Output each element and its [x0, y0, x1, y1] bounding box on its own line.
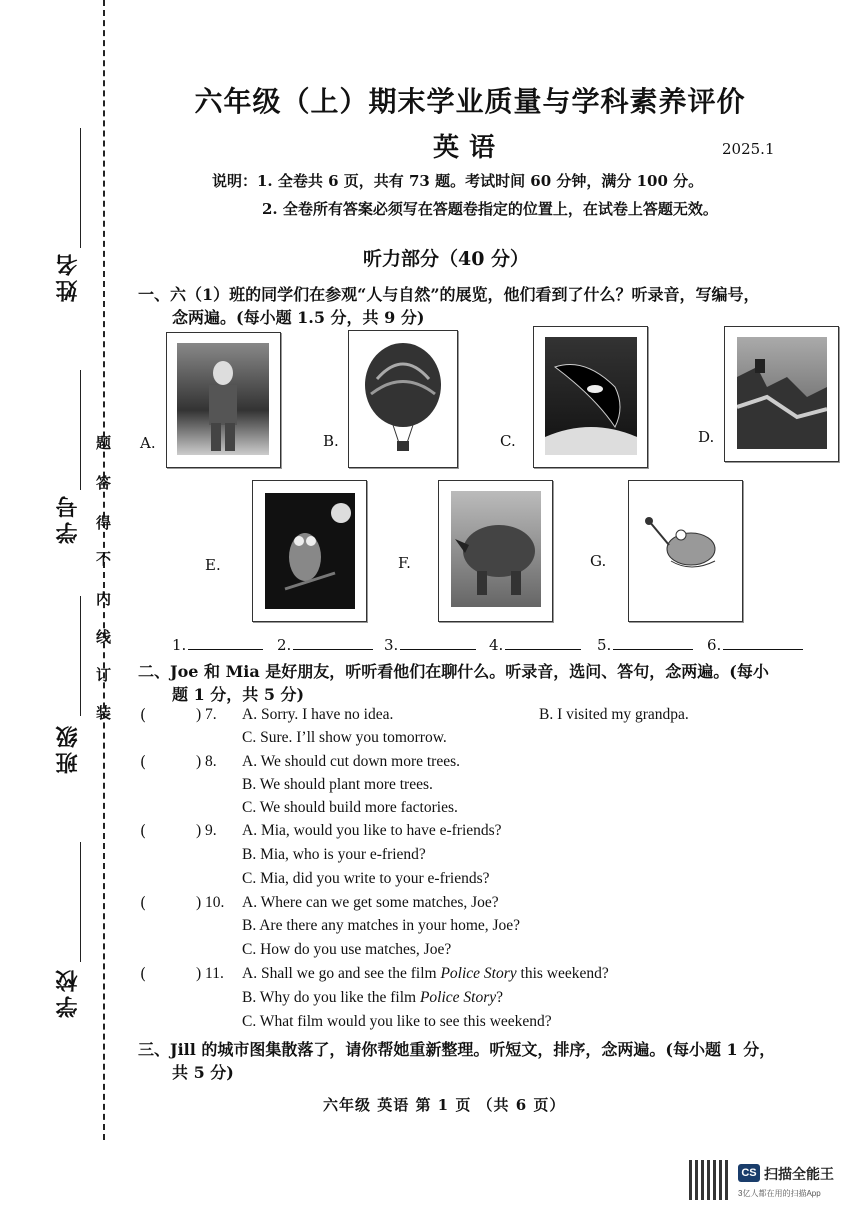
part1-instruction: 一、六（1）班的同学们在参观“人与自然”的展览，他们看到了什么？听录音，写编号， 念两遍。(每小题 1.5 分，共 9 分) — [138, 285, 760, 327]
picture-g — [628, 480, 743, 622]
binding-char: 订 — [96, 666, 112, 684]
option-9b: B. Mia, who is your e-friend? — [242, 846, 426, 863]
option-9a: A. Mia, would you like to have e-friends? — [242, 822, 502, 839]
picture-label-a: A. — [140, 434, 156, 452]
answer-blank-1[interactable]: 1. — [172, 636, 263, 654]
binding-char: 不 — [96, 550, 112, 568]
school-write-line — [80, 842, 81, 962]
picture-f — [438, 480, 553, 622]
frog-photo-icon — [641, 491, 731, 607]
picture-d — [724, 326, 839, 462]
part3-instruction: 三、Jill 的城市图集散落了，请你帮她重新整理。听短文，排序，念两遍。(每小题 1 分， 共 5 分) — [138, 1040, 776, 1082]
option-10b: B. Are there any matches in your home, Joe? — [242, 917, 521, 934]
question-number-11: ) 11. — [196, 965, 224, 982]
binding-char: 得 — [96, 514, 112, 532]
binding-char: 答 — [96, 474, 112, 492]
exam-note-1: 说明：1. 全卷共 6 页，共有 73 题。考试时间 60 分钟，满分 100 分。 — [212, 172, 704, 190]
binding-char: 线 — [96, 628, 112, 646]
qr-code-icon — [689, 1160, 729, 1200]
name-write-line — [80, 128, 81, 248]
student-id-write-line — [80, 370, 81, 490]
exam-note-2: 2. 全卷所有答案必须写在答题卷指定的位置上，在试卷上答题无效。 — [262, 200, 718, 218]
scanner-app-name: 扫描全能王 — [764, 1166, 834, 1182]
option-10c: C. How do you use matches, Joe? — [242, 941, 452, 958]
answer-paren-8[interactable]: ( — [140, 753, 147, 771]
picture-e — [252, 480, 367, 622]
binding-char: 装 — [96, 704, 112, 722]
class-label: 班级 — [55, 722, 81, 774]
option-11b: B. Why do you like the film Police Story? — [242, 989, 504, 1006]
answer-blank-4[interactable]: 4. — [489, 636, 581, 654]
option-7c: C. Sure. I’ll show you tomorrow. — [242, 729, 447, 746]
picture-label-c: C. — [500, 432, 516, 450]
question-number-8: ) 8. — [196, 753, 217, 770]
exam-subject: 英语 — [433, 133, 506, 163]
camscanner-logo: CS — [738, 1164, 760, 1182]
orca-whale-photo-icon — [545, 337, 637, 455]
option-11c: C. What film would you like to see this weekend? — [242, 1013, 552, 1030]
question-number-9: ) 9. — [196, 822, 217, 839]
fisherman-photo-icon — [177, 343, 269, 455]
binding-dashed-line — [103, 0, 105, 1140]
class-write-line — [80, 596, 81, 716]
hot-air-balloon-photo-icon — [357, 339, 449, 457]
answer-paren-11[interactable]: ( — [140, 965, 147, 983]
answer-blank-3[interactable]: 3. — [384, 636, 476, 654]
answer-blank-5[interactable]: 5. — [597, 636, 693, 654]
option-8a: A. We should cut down more trees. — [242, 753, 461, 770]
student-id-label: 学号 — [55, 492, 81, 544]
name-label: 姓名 — [55, 250, 81, 302]
picture-b — [348, 330, 458, 468]
picture-a — [166, 332, 281, 468]
answer-paren-7[interactable]: ( — [140, 706, 147, 724]
picture-label-f: F. — [398, 554, 411, 572]
picture-label-d: D. — [698, 428, 715, 446]
answer-blank-2[interactable]: 2. — [277, 636, 373, 654]
answer-paren-10[interactable]: ( — [140, 894, 147, 912]
scanner-tagline: 3亿人都在用的扫描App — [738, 1189, 821, 1198]
answer-paren-9[interactable]: ( — [140, 822, 147, 840]
option-9c: C. Mia, did you write to your e-friends? — [242, 870, 490, 887]
option-7a: A. Sorry. I have no idea. — [242, 706, 394, 723]
question-number-7: ) 7. — [196, 706, 217, 723]
option-7b: B. I visited my grandpa. — [539, 706, 689, 723]
binding-char: 题 — [96, 434, 112, 452]
question-number-10: ) 10. — [196, 894, 225, 911]
exam-title: 六年级（上）期末学业质量与学科素养评价 — [194, 85, 746, 118]
option-8b: B. We should plant more trees. — [242, 776, 433, 793]
listening-section-title: 听力部分（40 分） — [363, 248, 530, 270]
option-10a: A. Where can we get some matches, Joe? — [242, 894, 499, 911]
option-11a: A. Shall we go and see the film Police Story this weekend? — [242, 965, 609, 982]
owl-moon-photo-icon — [265, 493, 355, 609]
exam-date: 2025.1 — [722, 140, 775, 158]
picture-label-e: E. — [205, 556, 221, 574]
binding-char: 内 — [96, 590, 112, 608]
part2-instruction: 二、Joe 和 Mia 是好朋友，听听看他们在聊什么。听录音，选问、答句，念两遍。(每小 题 1 分，共 5 分) — [138, 662, 769, 704]
rhino-photo-icon — [451, 491, 541, 607]
page-footer: 六年级 英语 第 1 页 （共 6 页） — [323, 1096, 566, 1114]
picture-c — [533, 326, 648, 468]
option-8c: C. We should build more factories. — [242, 799, 458, 816]
great-wall-photo-icon — [737, 337, 827, 449]
picture-label-b: B. — [323, 432, 339, 450]
school-label: 学校 — [55, 966, 81, 1018]
answer-blank-6[interactable]: 6. — [707, 636, 803, 654]
picture-label-g: G. — [590, 552, 607, 570]
